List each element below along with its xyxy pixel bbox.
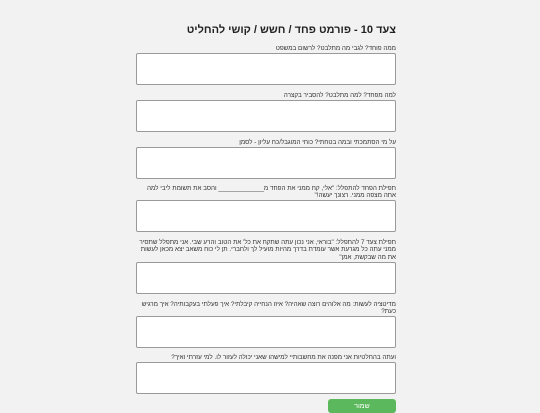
question-6-answer[interactable] — [136, 316, 396, 348]
question-5-answer[interactable] — [136, 262, 396, 294]
question-1-label: ממה פוחד? לגבי מה מתלבט? לרשום במשפט — [275, 45, 396, 52]
submit-button[interactable]: שמור — [328, 399, 396, 413]
question-6-label: מדיטציה לעשות: מה אלוהים רוצה שאהיה? איזו הנחייה קיבלתי? איך פעלתי בעקבותיה? איך מרגיש כעת? — [141, 301, 396, 316]
question-4-label: תפילת הפחד להתפלל: "אלי, קח ממני את הפחד מ_____________ והסב את תשומת ליבי למה אתה מצפה ממני. רצונך יעשה!" — [146, 185, 396, 200]
question-3-answer[interactable] — [136, 147, 396, 179]
question-5-label: תפילת צעד 7 להתפלל: "בוראי, אני נכון עתה שתקח את כל' את הטוב והרע שבי. אני מתפלל שתסיר ממני עתה כל מגרעת אשר עומדת בדרך מהיות מועיל לך ולחברי. תן לי כוח משאב יצא מכאן לעשות את מה שבקשת, אמן" — [139, 239, 396, 261]
question-1-answer[interactable] — [136, 53, 396, 85]
question-2-answer[interactable] — [136, 100, 396, 132]
page-title: צעד 10 - פורמט פחד / חשש / קושי להחליט — [186, 24, 396, 36]
question-3-label: על מי הסתמכתי ובמה בטחתי? כוחי המוגבל/כח עליון - לסמן — [239, 139, 396, 146]
question-7-label: ועתה בהחלטיות אני מפנה את מחשבותיי למישהו שאני יכולה לעזור לו. למי עזרתי ואיך? — [171, 354, 396, 361]
question-7-answer[interactable] — [136, 362, 396, 394]
question-4-answer[interactable] — [136, 200, 396, 232]
question-2-label: למה מפחד? למה מתלבט? להסביר בקצרה — [283, 92, 396, 99]
form-page — [132, 0, 398, 410]
